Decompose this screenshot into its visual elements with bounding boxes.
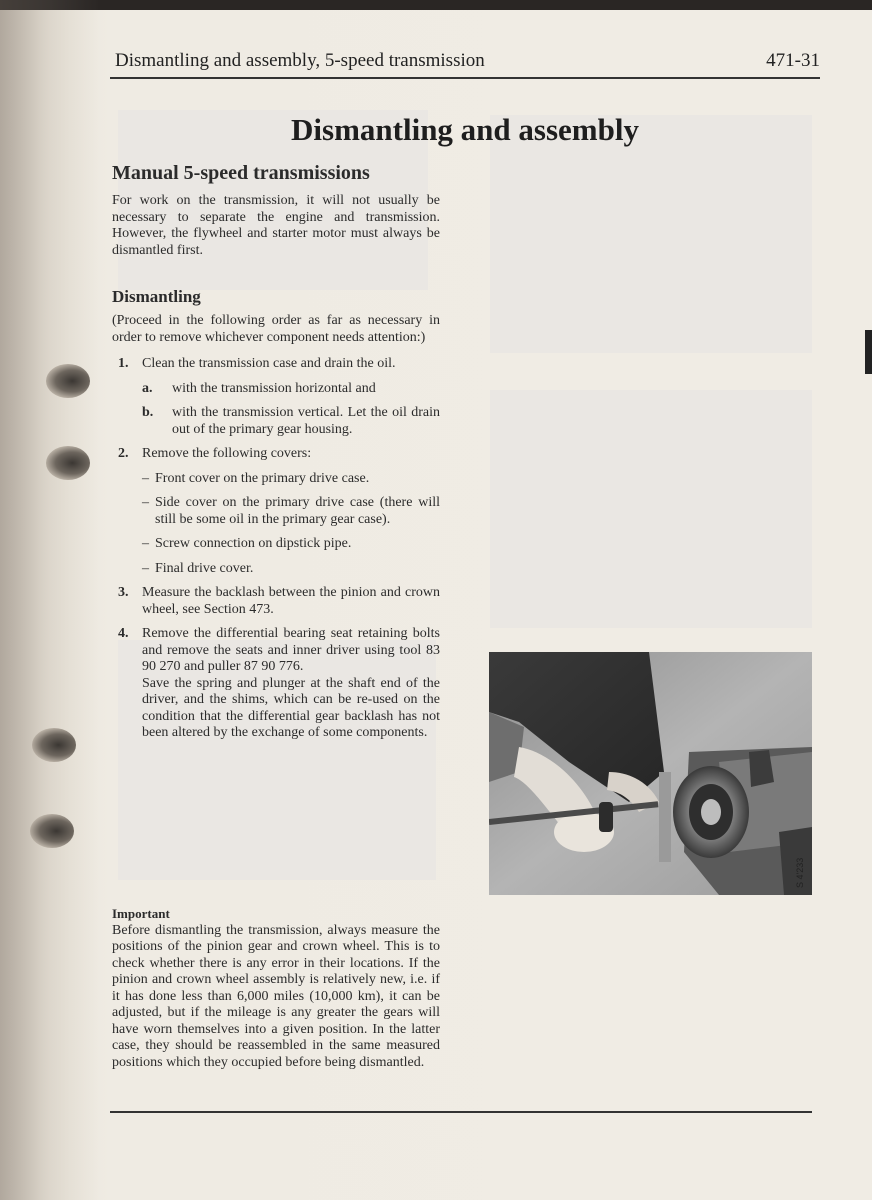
section-tab-marker: [865, 330, 872, 374]
dash-bullet: –: [142, 536, 149, 551]
show-through-2: [490, 115, 812, 353]
running-header-title: Dismantling and assembly, 5-speed transmission: [115, 50, 485, 71]
step-continuation: Save the spring and plunger at the shaft end of the driver, and the shims, which can be re-used on the condition that the differential gear backlash has not been altered by the exchange of some components.: [142, 675, 440, 740]
header-rule: [110, 77, 820, 79]
text-column: [112, 162, 440, 750]
dismantling-heading: Dismantling: [112, 287, 201, 306]
binding-shadow: [0, 0, 100, 1200]
step-number: 1.: [118, 356, 129, 371]
substep-a: [112, 381, 440, 398]
dash-bullet: –: [142, 495, 149, 510]
binder-hole-4: [30, 814, 74, 848]
page-top-edge: [0, 0, 872, 10]
substep-text: with the transmission vertical. Let the oil drain out of the primary gear housing.: [172, 405, 440, 437]
substep-letter: b.: [142, 405, 154, 420]
dismantling-intro: (Proceed in the following order as far as necessary in order to remove whichever component needs attention:): [112, 313, 440, 345]
dash-bullet: –: [142, 560, 149, 576]
main-title: Dismantling and assembly: [291, 112, 639, 147]
cover-item-text: Side cover on the primary drive case (there will still be some oil in the primary gear case).: [155, 495, 440, 527]
binder-hole-2: [46, 446, 90, 480]
important-heading: Important: [112, 906, 170, 921]
section-intro: For work on the transmission, it will not usually be necessary to separate the engine and transmission. However, the flywheel and starter motor must always be dismantled first.: [112, 193, 440, 258]
bottom-rule: [110, 1111, 812, 1113]
dash-bullet: –: [142, 470, 149, 486]
cover-item: [112, 536, 440, 553]
binder-hole-3: [32, 728, 76, 762]
cover-item: [112, 471, 440, 488]
substep-letter: a.: [142, 380, 153, 396]
cover-item: [112, 561, 440, 578]
substep-b: [112, 405, 440, 438]
substep-text: with the transmission horizontal and: [172, 380, 376, 396]
step-number: 3.: [118, 585, 129, 600]
step-text: Clean the transmission case and drain the oil.: [142, 356, 396, 371]
cover-item: [112, 495, 440, 528]
show-through-3: [490, 390, 812, 628]
photo-code-label: S 4'233: [795, 857, 805, 888]
binder-hole-1: [46, 364, 90, 398]
step-number: 2.: [118, 446, 129, 461]
step-1: [112, 356, 440, 373]
step-3: [112, 585, 440, 618]
step-number: 4.: [118, 626, 129, 641]
important-text: Before dismantling the transmission, always measure the positions of the pinion gear and crown wheel. This is to check whether there is any error in their locations. If the pinion and crown wheel assembly is relatively new, i.e. if it has done less than 6,000 miles (10,000 km), it can be adjusted, but if the mileage is any greater the gears will have worn themselves into a given position. In the latter case, they should be reassembled in the same measured positions which they occupied before being dismantled.: [112, 922, 440, 1070]
cover-item-text: Final drive cover.: [155, 560, 254, 576]
important-note: [112, 906, 440, 1071]
step-text: Remove the differential bearing seat retaining bolts and remove the seats and inner driver using tool 83 90 270 and puller 87 90 776.: [142, 626, 440, 674]
puller-tool-photo-illustration: [489, 652, 812, 895]
transmission-photo: [489, 652, 812, 895]
page-number: 471-31: [766, 50, 820, 71]
section-heading: Manual 5-speed transmissions: [112, 162, 370, 184]
step-4: [112, 626, 440, 742]
cover-item-text: Front cover on the primary drive case.: [155, 470, 370, 486]
step-text: Remove the following covers:: [142, 446, 312, 461]
cover-item-text: Screw connection on dipstick pipe.: [155, 536, 352, 551]
step-text: Measure the backlash between the pinion and crown wheel, see Section 473.: [142, 585, 440, 617]
step-list: [112, 356, 440, 742]
step-2: [112, 446, 440, 463]
